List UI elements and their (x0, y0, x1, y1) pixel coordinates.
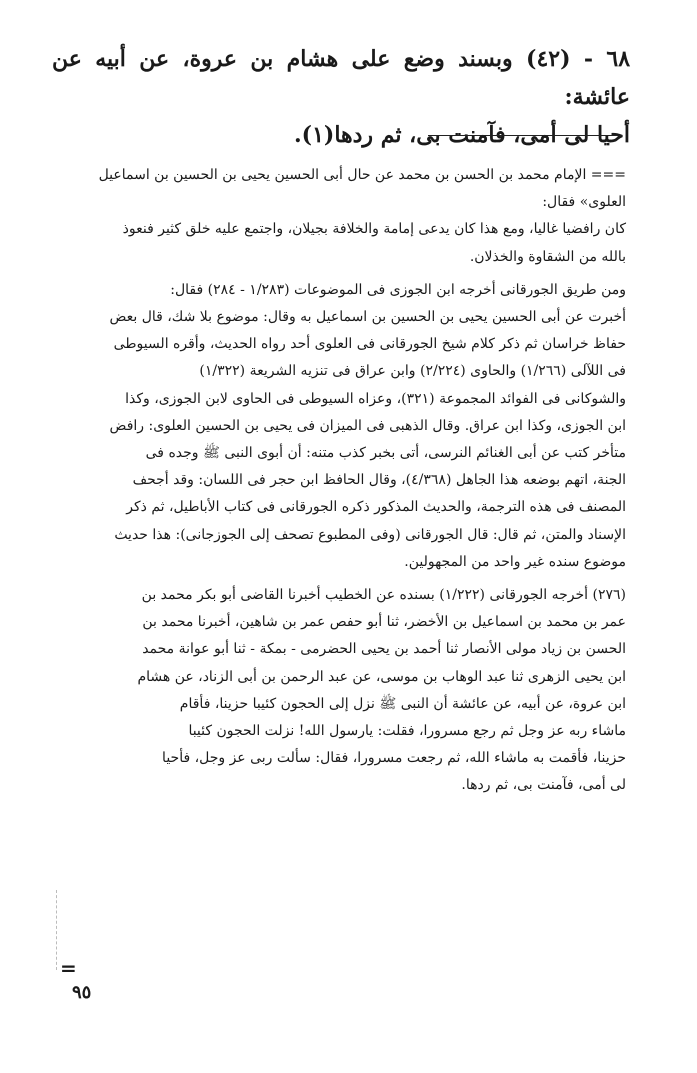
footnote-line: أخبرت عن أبى الحسين يحيى بن الحسين بن اسماعيل به وقال: موضوع بلا شك، قال بعض (109, 309, 626, 326)
footnote-line: لى أمى، فآمنت بى، ثم ردها. (461, 777, 626, 794)
footnote-line: الحسن بن زياد مولى الأنصار ثنا أحمد بن يحيى الحضرمى - بمكة - ثنا أبو عوانة محمد (142, 641, 626, 658)
footnote-line: حفاظ خراسان ثم ذكر كلام شيخ الجورقانى فى العلوى أحد رواه الحديث، وأقره السيوطى (113, 336, 626, 353)
footnote-line: المصنف فى هذه الترجمة، والحديث المذكور ذكره الجورقانى فى كتاب الأباطيل، ثم ذكر (126, 499, 626, 516)
footnote-line: ومن طريق الجورقانى أخرجه ابن الجوزى فى الموضوعات (١/٢٨٣ - ٢٨٤) فقال: (170, 281, 626, 298)
footnote-line: متأخر كتب عن أبى الغنائم النرسى، أتى بخبر كذب متنه: أن أبوى النبى ﷺ وجده فى (145, 445, 626, 462)
footnote-line: بالله من الشقاوة والخذلان. (469, 248, 626, 265)
footnote-line: === الإمام محمد بن الحسن بن محمد عن حال أبى الحسين يحيى بن الحسين بن اسماعيل (98, 167, 626, 183)
footnote-line: موضوع سنده غير واحد من المجهولين. (404, 553, 626, 570)
footnote-line: العلوى» فقال: (542, 194, 626, 211)
hadith-line-2: أحيا لى أمى، فآمنت بى، ثم ردها(١). (294, 122, 630, 148)
footnotes-block (48, 162, 626, 800)
footnote-line: الجنة، اتهم بوضعه هذا الجاهل (٤/٣٦٨)، وقال الحافظ ابن حجر فى اللسان: وقد أجحف (132, 472, 626, 489)
hadith-line-1: ٦٨ - (٤٢) وبسند وضع على هشام بن عروة، عن أبيه عن عائشة: (52, 46, 631, 110)
footnote-line: كان رافضيا غاليا، ومع هذا كان يدعى إمامة والخلافة بجيلان، واجتمع عليه خلق كثير فنعوذ (122, 221, 626, 238)
footnote-line: الإسناد والمتن، ثم قال: قال الجورقانى (وفى المطبوع تصحف إلى الجوزجانى): هذا حديث (114, 526, 626, 543)
hadith-text (52, 40, 630, 154)
margin-rule (56, 890, 57, 970)
page-number: ٩٥ (72, 982, 92, 1003)
footnote-line: ابن عروة، عن أبيه، عن عائشة أن النبى ﷺ نزل إلى الحجون كئيبا حزينا، فأقام (179, 695, 626, 712)
continuation-mark: = (60, 956, 77, 980)
footnote-divider (428, 135, 622, 136)
footnote-line: ماشاء ربه عز وجل ثم رجع مسرورا، فقلت: يارسول الله! نزلت الحجون كئيبا (188, 723, 626, 740)
footnote-line: والشوكانى فى الفوائد المجموعة (٣٢١)، وعزاه السيوطى فى الحاوى لابن الجوزى، وكذا (125, 390, 626, 407)
footnote-line: ابن يحيى الزهرى ثنا عبد الوهاب بن موسى، عن عبد الرحمن بن أبى الزناد، عن هشام (137, 668, 626, 685)
footnote-line: فى اللآلى (١/٢٦٦) والحاوى (٢/٢٢٤) وابن عراق فى تنزيه الشريعة (١/٣٢٢) (199, 363, 626, 380)
footnote-line: حزينا، فأقمت به ماشاء الله، ثم رجعت مسرورا، فقال: سألت ربى عز وجل، فأحيا (162, 750, 626, 767)
footnote-line: عمر بن محمد بن اسماعيل بن الأخضر، ثنا أبو حفص عمر بن شاهين، أخبرنا محمد بن (142, 614, 626, 631)
footnote-line: ابن الجوزى، وكذا ابن عراق. وقال الذهبى فى الميزان فى يحيى بن الحسين العلوى: رافض (109, 417, 626, 434)
footnote-line: (٢٧٦) أخرجه الجورقانى (١/٢٢٢) بسنده عن الخطيب أخبرنا القاضى أبو بكر محمد بن (141, 587, 626, 604)
